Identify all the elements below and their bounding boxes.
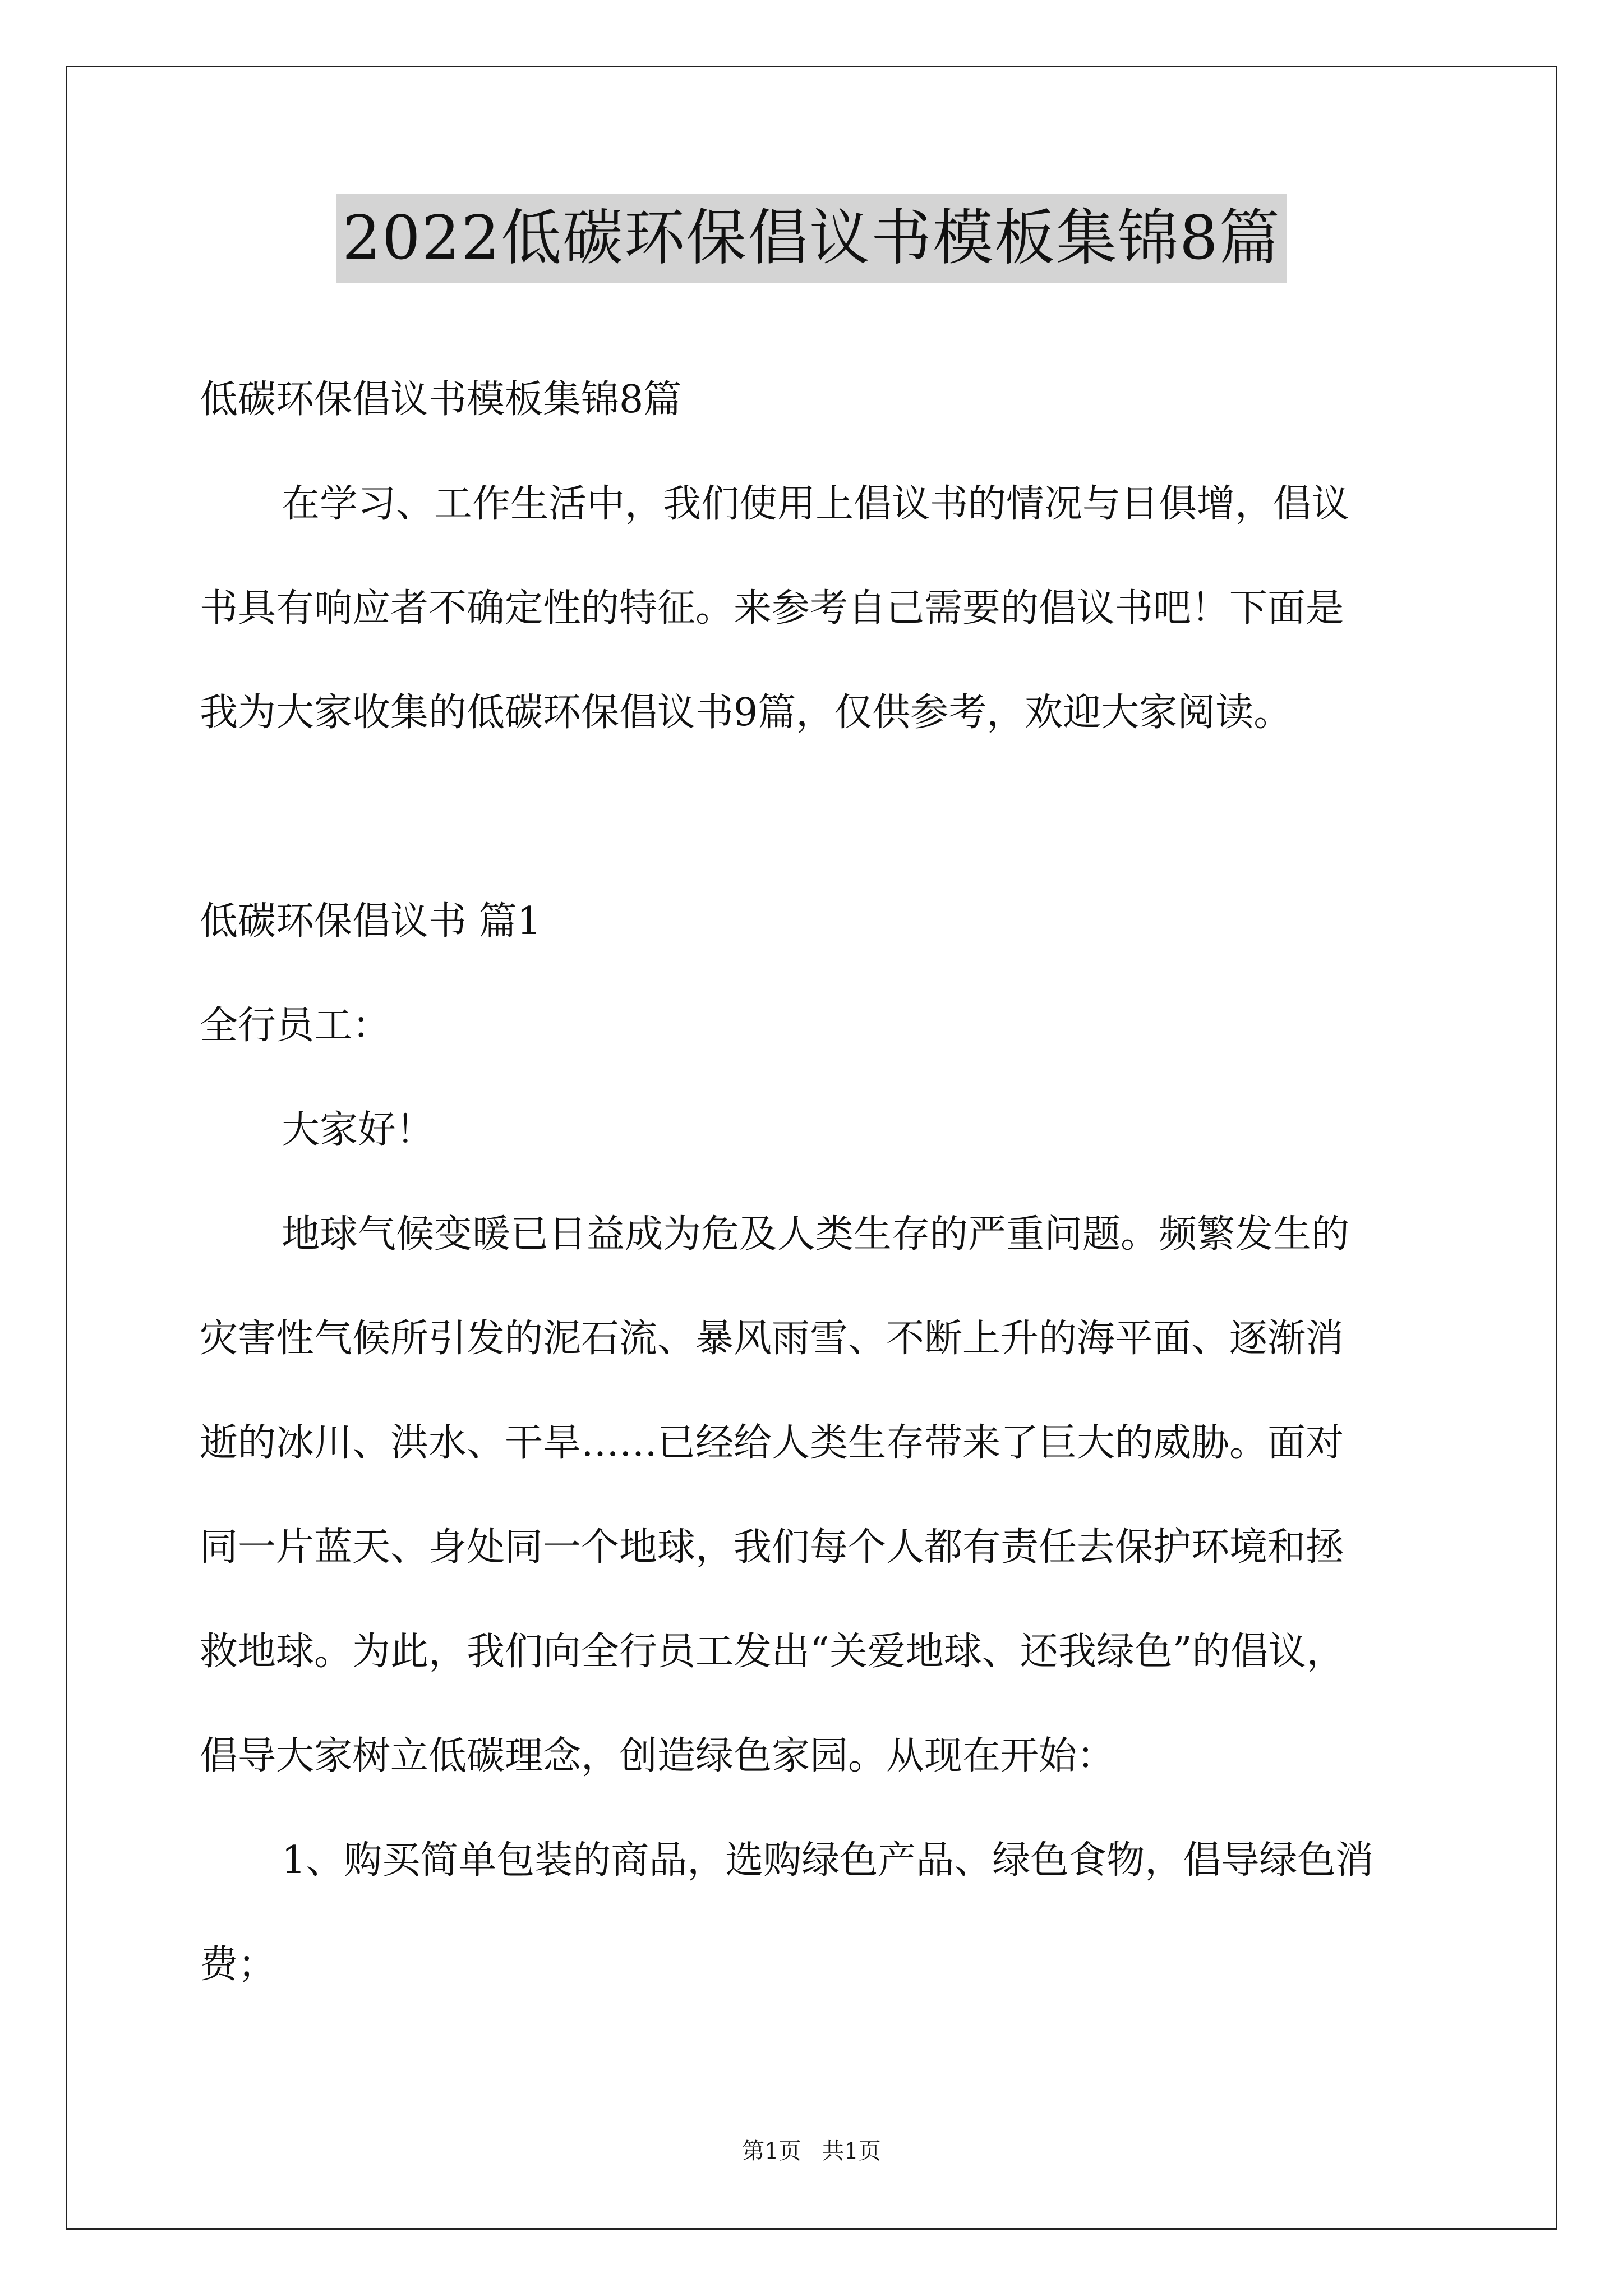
intro-line: 书具有响应者不确定性的特征。来参考自己需要的倡议书吧！下面是: [200, 586, 1344, 631]
list-item-line: 费；: [200, 1943, 276, 1987]
document-body: [200, 348, 1431, 2017]
section-heading: 低碳环保倡议书 篇1: [200, 899, 541, 944]
document-title: 2022低碳环保倡议书模板集锦8篇: [336, 194, 1287, 283]
page-footer: [0, 2134, 1623, 2168]
title-container: [0, 194, 1623, 283]
intro-line: 我为大家收集的低碳环保倡议书9篇，仅供参考，欢迎大家阅读。: [200, 691, 1292, 735]
page-total: 共1页: [822, 2138, 881, 2164]
body-line: 倡导大家树立低碳理念，创造绿色家园。从现在开始：: [200, 1734, 1115, 1778]
document-subtitle: 低碳环保倡议书模板集锦8篇: [200, 378, 682, 422]
body-line: 逝的冰川、洪水、干旱……已经给人类生存带来了巨大的威胁。面对: [200, 1421, 1344, 1465]
page-number: 第1页: [742, 2138, 801, 2164]
list-item-line: 1、购买简单包装的商品，选购绿色产品、绿色食物，倡导绿色消: [282, 1838, 1374, 1883]
body-line: 同一片蓝天、身处同一个地球，我们每个人都有责任去保护环境和拯: [200, 1525, 1344, 1570]
body-line: 救地球。为此，我们向全行员工发出“关爱地球、还我绿色”的倡议，: [200, 1630, 1345, 1674]
body-line: 地球气候变暖已日益成为危及人类生存的严重问题。频繁发生的: [282, 1212, 1350, 1257]
body-line: 灾害性气候所引发的泥石流、暴风雨雪、不断上升的海平面、逐渐消: [200, 1317, 1344, 1361]
salutation: 全行员工：: [200, 1004, 391, 1048]
intro-line: 在学习、工作生活中，我们使用上倡议书的情况与日俱增，倡议: [282, 482, 1350, 526]
blank-line: [200, 765, 1431, 869]
greeting: 大家好！: [282, 1108, 435, 1152]
